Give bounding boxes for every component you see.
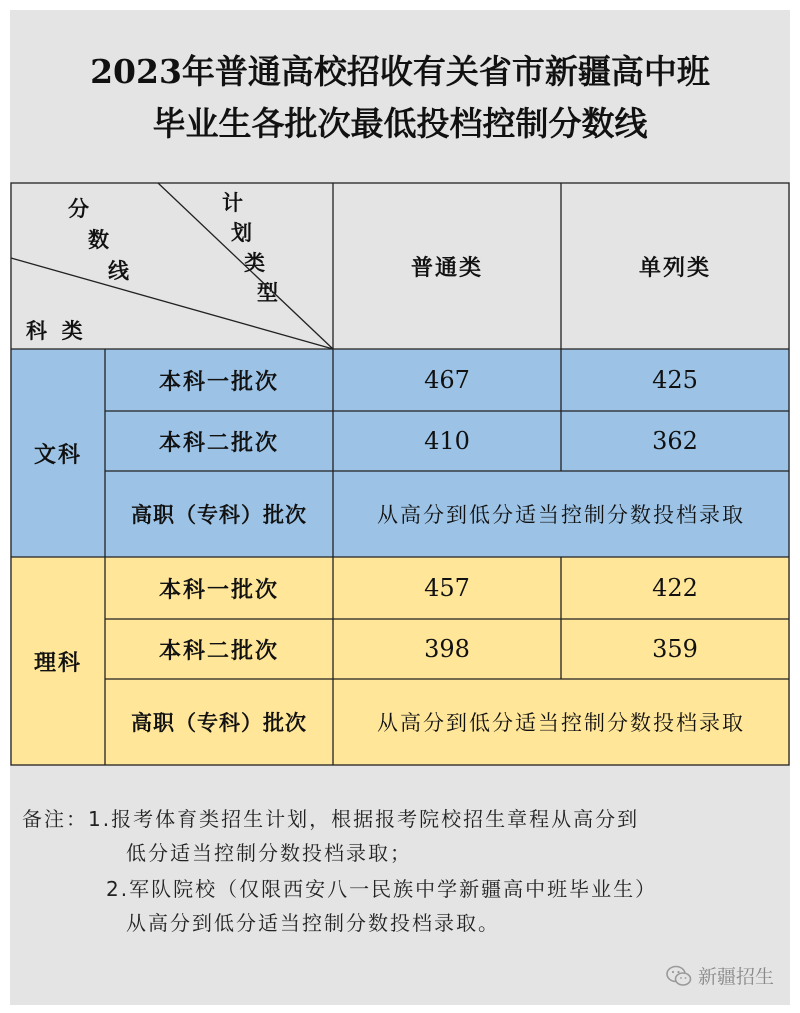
score-cell: 457 <box>333 557 561 619</box>
wechat-icon <box>666 965 692 987</box>
note-line-4: 从高分到低分适当控制分数投档录取。 <box>126 911 500 935</box>
score-cell: 425 <box>561 349 789 411</box>
score-cell: 362 <box>561 411 789 471</box>
header-plan-label-4: 型 <box>257 281 278 305</box>
score-cell: 410 <box>333 411 561 471</box>
watermark-text: 新疆招生 <box>697 966 774 988</box>
score-cell: 398 <box>333 619 561 679</box>
batch-cell: 高职（专科）批次 <box>105 471 333 557</box>
note-line-2: 低分适当控制分数投档录取； <box>126 841 412 865</box>
header-score-label-2: 数 <box>88 228 109 252</box>
batch-cell: 本科二批次 <box>105 411 333 471</box>
header-regular: 普通类 <box>333 183 561 349</box>
header-plan-label-3: 类 <box>244 251 265 275</box>
title-line-1: 2023年普通高校招收有关省市新疆高中班 <box>90 52 710 91</box>
score-cell: 467 <box>333 349 561 411</box>
header-plan-label-1: 计 <box>222 191 243 215</box>
note-cell: 从高分到低分适当控制分数投档录取 <box>333 471 789 557</box>
watermark <box>666 962 774 989</box>
note-line-3: 2.军队院校（仅限西安八一民族中学新疆高中班毕业生） <box>106 877 658 901</box>
batch-cell: 本科一批次 <box>105 349 333 411</box>
batch-cell: 本科一批次 <box>105 557 333 619</box>
title-line-2: 毕业生各批次最低投档控制分数线 <box>152 104 648 143</box>
score-cell: 422 <box>561 557 789 619</box>
batch-cell: 本科二批次 <box>105 619 333 679</box>
note-line-1: 备注：1.报考体育类招生计划，根据报考院校招生章程从高分到 <box>22 807 640 831</box>
batch-cell: 高职（专科）批次 <box>105 679 333 765</box>
header-plan-label-2: 划 <box>231 221 252 245</box>
header-single: 单列类 <box>561 183 789 349</box>
subject-cell-science: 理科 <box>11 557 105 765</box>
header-subject-label: 科 类 <box>26 319 83 343</box>
header-score-label-1: 分 <box>68 197 89 221</box>
score-cell: 359 <box>561 619 789 679</box>
subject-cell-liberal: 文科 <box>11 349 105 557</box>
note-cell: 从高分到低分适当控制分数投档录取 <box>333 679 789 765</box>
header-score-label-3: 线 <box>108 259 129 283</box>
